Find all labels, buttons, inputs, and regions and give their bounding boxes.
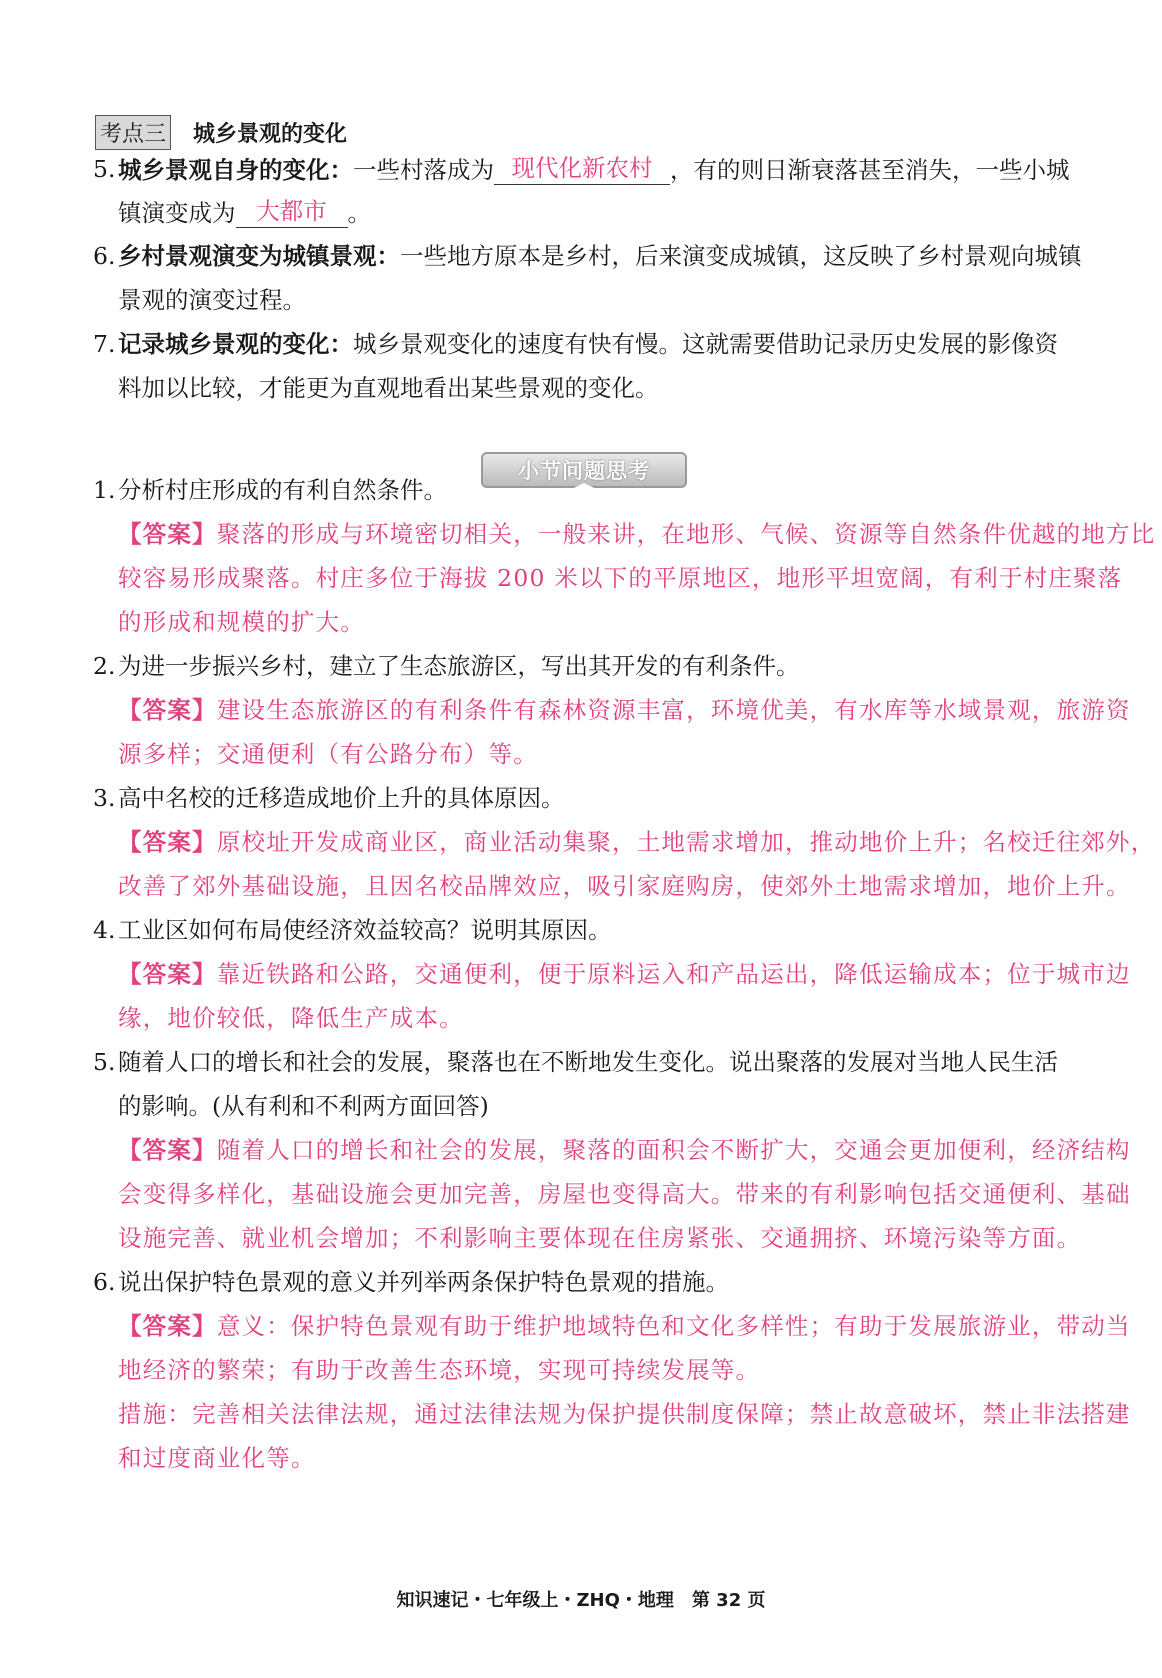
question-3 [93, 783, 1078, 813]
answer-text: 和过度商业化等。 [118, 1444, 316, 1472]
question-number: 3. [93, 784, 116, 812]
answer-tag: 【答案】 [118, 696, 217, 724]
answer-tag: 【答案】 [118, 520, 217, 548]
question-5-cont [118, 1091, 1078, 1121]
question-text: 高中名校的迁移造成地价上升的具体原因。 [118, 784, 565, 812]
point-title: 城乡景观自身的变化： [118, 156, 353, 184]
answer-6-line-3 [118, 1399, 1131, 1429]
question-number: 6. [93, 1268, 116, 1296]
question-6 [93, 1267, 1078, 1297]
point-text: 镇演变成为 [118, 199, 236, 227]
point-text: 一些村落成为 [353, 156, 494, 184]
point-text: 料加以比较，才能更为直观地看出某些景观的变化。 [118, 374, 659, 402]
point-number: 7. [93, 330, 116, 358]
fill-blank-answer: 现代化新农村 [494, 154, 670, 185]
answer-text: 源多样；交通便利（有公路分布）等。 [118, 740, 538, 768]
knowledge-point-5 [93, 154, 1078, 185]
answer-text: 地经济的繁荣；有助于改善生态环境，实现可持续发展等。 [118, 1356, 761, 1384]
answer-text: 靠近铁路和公路，交通便利，便于原料运入和产品运出，降低运输成本；位于城市边 [216, 960, 1131, 988]
answer-text: 原校址开发成商业区，商业活动集聚，土地需求增加，推动地价上升；名校迁往郊外， [216, 828, 1156, 856]
point-text: 一些地方原本是乡村，后来演变成城镇，这反映了乡村景观向城镇 [400, 242, 1082, 270]
answer-tag: 【答案】 [118, 1312, 217, 1340]
point-number: 5. [93, 155, 116, 183]
point-text: 。 [347, 199, 371, 227]
answer-text: 措施：完善相关法律法规，通过法律法规为保护提供制度保障；禁止故意破坏，禁止非法搭建 [118, 1400, 1131, 1428]
answer-2-line-1 [118, 695, 1131, 725]
section-tag: 考点三 [95, 115, 171, 150]
point-title: 乡村景观演变为城镇景观： [118, 242, 400, 270]
answer-5-line-2 [118, 1179, 1131, 1209]
question-text: 的影响。(从有利和不利两方面回答) [118, 1092, 489, 1120]
answer-1-line-2 [118, 563, 1123, 593]
answer-1-line-1 [118, 519, 1156, 549]
answer-6-line-2 [118, 1355, 1078, 1385]
answer-6-line-4 [118, 1443, 1078, 1473]
question-4 [93, 915, 1078, 945]
question-number: 1. [93, 476, 116, 504]
point-text: 城乡景观变化的速度有快有慢。这就需要借助记录历史发展的影像资 [353, 330, 1058, 358]
answer-5-line-3 [118, 1223, 1082, 1253]
answer-text: 缘，地价较低，降低生产成本。 [118, 1004, 464, 1032]
question-text: 为进一步振兴乡村，建立了生态旅游区，写出其开发的有利条件。 [118, 652, 800, 680]
answer-tag: 【答案】 [118, 1136, 217, 1164]
answer-text: 随着人口的增长和社会的发展，聚落的面积会不断扩大，交通会更加便利，经济结构 [216, 1136, 1131, 1164]
section-heading [95, 116, 347, 148]
question-2 [93, 651, 1078, 681]
question-text: 说出保护特色景观的意义并列举两条保护特色景观的措施。 [118, 1268, 729, 1296]
answer-5-line-1 [118, 1135, 1131, 1165]
fill-blank-answer: 大都市 [236, 197, 348, 228]
question-text: 分析村庄形成的有利自然条件。 [118, 476, 447, 504]
answer-text: 设施完善、就业机会增加；不利影响主要体现在住房紧张、交通拥挤、环境污染等方面。 [118, 1224, 1082, 1252]
answer-text: 意义：保护特色景观有助于维护地域特色和文化多样性；有助于发展旅游业，带动当 [216, 1312, 1131, 1340]
answer-text: 聚落的形成与环境密切相关，一般来讲，在地形、气候、资源等自然条件优越的地方比 [216, 520, 1156, 548]
question-number: 2. [93, 652, 116, 680]
knowledge-point-7-cont [118, 373, 1078, 403]
badge-label: 小节问题思考 [518, 459, 650, 483]
knowledge-point-6 [93, 241, 1082, 271]
question-number: 5. [93, 1048, 116, 1076]
answer-text: 会变得多样化，基础设施会更加完善，房屋也变得高大。带来的有利影响包括交通便利、基础 [118, 1180, 1131, 1208]
answer-text: 较容易形成聚落。村庄多位于海拔 200 米以下的平原地区，地形平坦宽阔，有利于村庄聚落 [118, 564, 1123, 592]
question-text: 随着人口的增长和社会的发展，聚落也在不断地发生变化。说出聚落的发展对当地人民生活 [118, 1048, 1058, 1076]
answer-text: 建设生态旅游区的有利条件有森林资源丰富，环境优美，有水库等水域景观，旅游资 [216, 696, 1131, 724]
question-5 [93, 1047, 1078, 1077]
point-text: ，有的则日渐衰落甚至消失，一些小城 [670, 156, 1070, 184]
answer-tag: 【答案】 [118, 828, 217, 856]
answer-3-line-1 [118, 827, 1156, 857]
question-number: 4. [93, 916, 116, 944]
page-footer: 知识速记・七年级上・ZHQ・地理 第 32 页 [396, 1590, 766, 1611]
question-1 [93, 475, 1078, 505]
answer-4-line-2 [118, 1003, 1078, 1033]
answer-2-line-2 [118, 739, 1078, 769]
answer-4-line-1 [118, 959, 1131, 989]
knowledge-point-5-cont [118, 197, 1078, 228]
knowledge-point-7 [93, 329, 1078, 359]
point-number: 6. [93, 242, 116, 270]
knowledge-point-6-cont [118, 285, 1078, 315]
point-title: 记录城乡景观的变化： [118, 330, 353, 358]
answer-text: 的形成和规模的扩大。 [118, 608, 365, 636]
point-text: 景观的演变过程。 [118, 286, 306, 314]
answer-6-line-1 [118, 1311, 1131, 1341]
answer-1-line-3 [118, 607, 1078, 637]
answer-tag: 【答案】 [118, 960, 217, 988]
section-title: 城乡景观的变化 [193, 121, 348, 147]
answer-3-line-2 [118, 871, 1131, 901]
answer-text: 改善了郊外基础设施，且因名校品牌效应，吸引家庭购房，使郊外土地需求增加，地价上升。 [118, 872, 1131, 900]
question-text: 工业区如何布局使经济效益较高？说明其原因。 [118, 916, 612, 944]
